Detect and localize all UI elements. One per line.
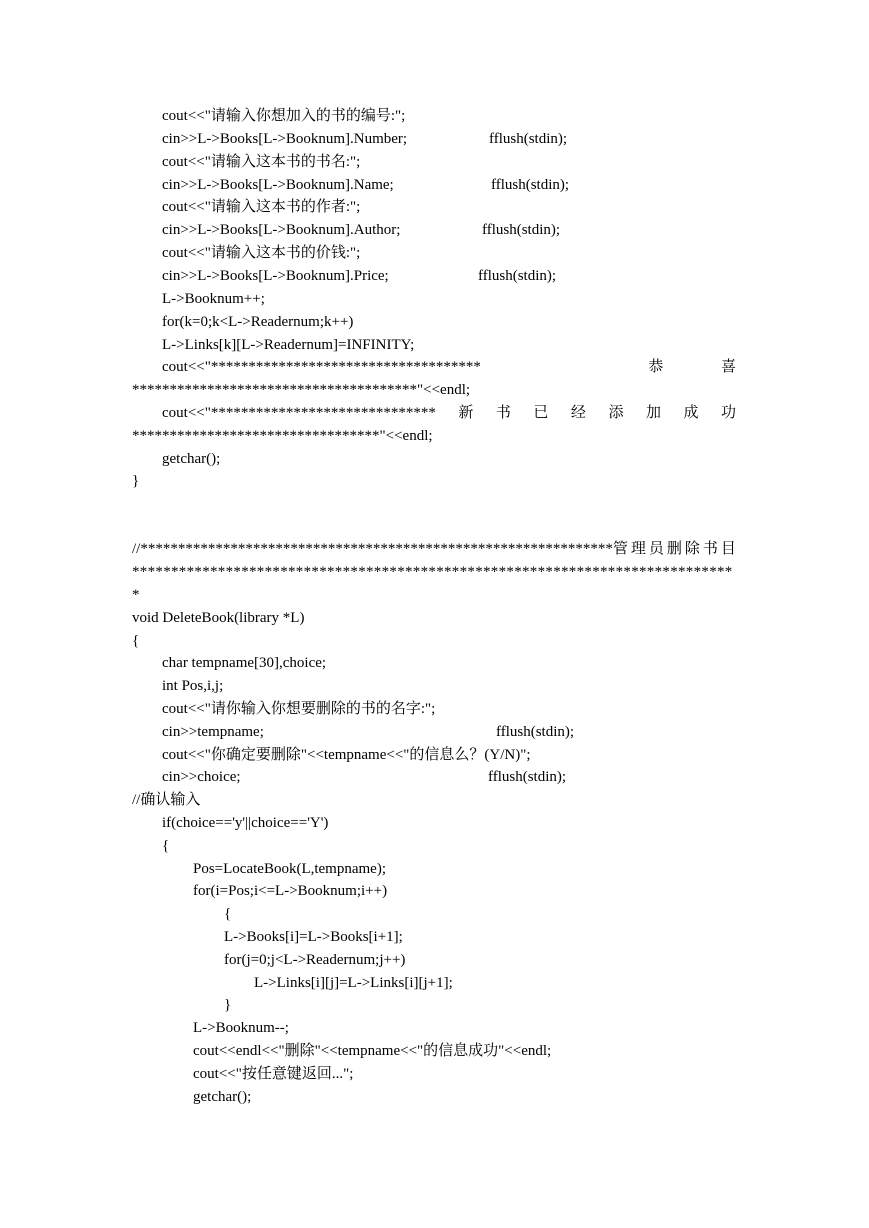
code-segment: 书	[495, 405, 511, 421]
code-segment: 恭	[648, 359, 664, 375]
code-line: cout<<"按任意键返回...";	[193, 1066, 354, 1082]
code-line: cin>>L->Books[L->Booknum].Author;	[162, 222, 401, 238]
code-line: getchar();	[193, 1089, 252, 1105]
code-segment: //***************************************************************	[132, 541, 613, 557]
code-line: for(k=0;k<L->Readernum;k++)	[162, 314, 354, 330]
code-line: cout<<"请输入这本书的价钱:";	[162, 245, 361, 261]
code-line: L->Booknum--;	[193, 1020, 289, 1036]
code-line: L->Links[k][L->Readernum]=INFINITY;	[162, 337, 415, 353]
code-line: *********************************"<<endl;	[132, 428, 433, 444]
code-line: fflush(stdin);	[478, 268, 557, 284]
code-segment: 喜	[720, 359, 736, 375]
code-segment: 经	[570, 405, 586, 421]
code-line: char tempname[30],choice;	[162, 655, 327, 671]
code-line: cin>>L->Books[L->Booknum].Price;	[162, 268, 389, 284]
code-line: cin>>choice;	[162, 769, 241, 785]
code-line: for(j=0;j<L->Readernum;j++)	[224, 952, 406, 968]
code-line: L->Booknum++;	[162, 291, 265, 307]
code-line: if(choice=='y'||choice=='Y')	[162, 815, 329, 831]
code-line: cin>>L->Books[L->Booknum].Name;	[162, 177, 394, 193]
code-line: cout<<endl<<"删除"<<tempname<<"的信息成功"<<endl;	[193, 1043, 552, 1059]
code-line: int Pos,i,j;	[162, 678, 224, 694]
code-segment: 成	[683, 405, 699, 421]
code-line: cin>>tempname;	[162, 724, 264, 740]
section-comment-line	[132, 540, 739, 558]
code-segment: cout<<"************************************	[162, 359, 481, 375]
code-line: }	[132, 473, 140, 489]
code-line: fflush(stdin);	[482, 222, 561, 238]
code-line: for(i=Pos;i<=L->Booknum;i++)	[193, 883, 388, 899]
code-line: cout<<"请输入你想加入的书的编号:";	[162, 108, 406, 124]
code-segment: 管理员删除书目	[612, 541, 739, 557]
code-line: fflush(stdin);	[496, 724, 575, 740]
code-segment: 功	[720, 405, 736, 421]
code-line: cout<<"请输入这本书的作者:";	[162, 199, 361, 215]
code-segment: 添	[608, 405, 624, 421]
code-segment: 新	[458, 405, 474, 421]
code-line: cout<<"你确定要删除"<<tempname<<"的信息么？(Y/N)";	[162, 747, 531, 763]
code-line: fflush(stdin);	[488, 769, 567, 785]
code-line: L->Links[i][j]=L->Links[i][j+1];	[254, 975, 453, 991]
code-line: Pos=LocateBook(L,tempname);	[193, 861, 386, 877]
code-line: cout<<"请你输入你想要删除的书的名字:";	[162, 701, 436, 717]
code-line: getchar();	[162, 451, 221, 467]
code-line: cout<<"请输入这本书的书名:";	[162, 154, 361, 170]
code-line	[162, 358, 736, 376]
code-line: cin>>L->Books[L->Booknum].Number;	[162, 131, 408, 147]
code-line: }	[224, 997, 232, 1013]
code-line: L->Books[i]=L->Books[i+1];	[224, 929, 403, 945]
code-line: {	[224, 906, 232, 922]
code-line: void DeleteBook(library *L)	[132, 610, 305, 626]
code-line: fflush(stdin);	[491, 177, 570, 193]
code-line	[162, 404, 736, 422]
code-line: **************************************"<<endl;	[132, 382, 471, 398]
code-segment: 加	[645, 405, 661, 421]
code-line: *	[132, 587, 140, 603]
code-line: *****************************************************************************	[132, 564, 733, 580]
code-segment: cout<<"******************************	[162, 405, 436, 421]
code-comment: //确认输入	[132, 792, 201, 808]
code-line: {	[132, 633, 140, 649]
code-segment: 已	[533, 405, 549, 421]
code-line: {	[162, 838, 170, 854]
code-line: fflush(stdin);	[489, 131, 568, 147]
